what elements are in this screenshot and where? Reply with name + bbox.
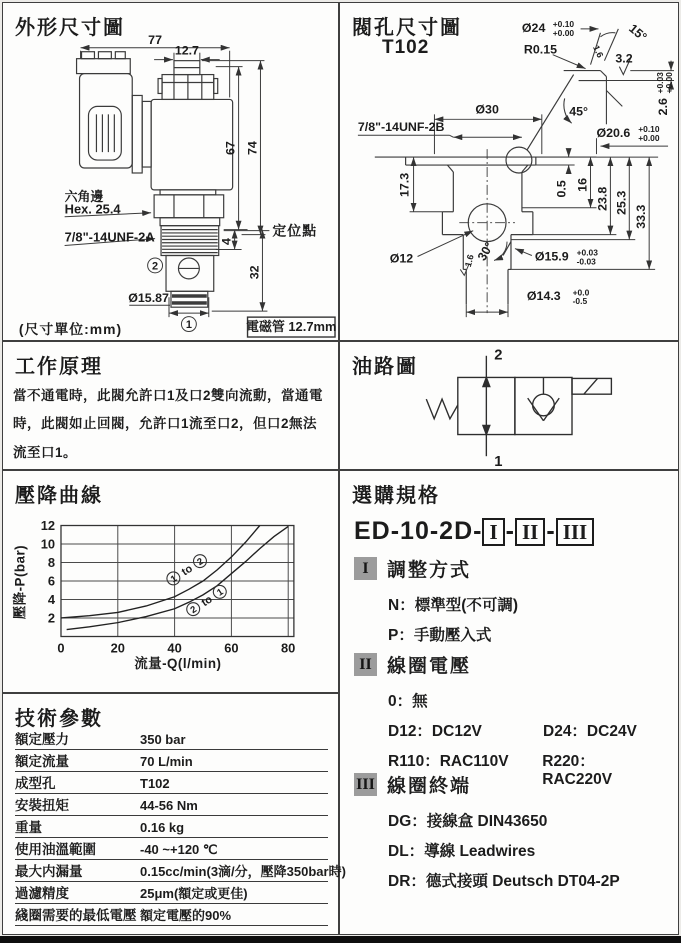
- dim-d24-tol-dn: +0.00: [552, 27, 575, 38]
- spring-symbol: [426, 399, 458, 419]
- section-marker-2: II: [354, 653, 377, 676]
- table-row: [15, 860, 346, 882]
- dim-r015: R0.15: [523, 42, 558, 57]
- svg-text:40: 40: [167, 640, 182, 656]
- dim-25-3: 25.3: [614, 190, 629, 215]
- solenoid-note: 電磁管 12.7mm: [246, 319, 337, 335]
- svg-text:2: 2: [187, 603, 199, 616]
- solenoid-symbol: [572, 378, 611, 394]
- dim-16: 16: [575, 178, 590, 192]
- model-segment-2: II: [515, 518, 545, 546]
- option-item: DG：接線盒 DIN43650: [388, 813, 548, 830]
- dim-2-6-group: [655, 72, 674, 116]
- port-1-label: 1: [185, 319, 192, 332]
- svg-text:1: 1: [168, 572, 179, 585]
- spec-value: 0.16 kg: [140, 819, 185, 835]
- spec-label: 重量: [15, 819, 42, 835]
- dim-4: 4: [219, 238, 234, 246]
- centerlines: [459, 149, 515, 313]
- dim-33-3: 33.3: [634, 204, 649, 229]
- table-row: [15, 838, 328, 860]
- finish-3-2: 3.2: [615, 51, 633, 66]
- panel-outline-dimensions: [2, 2, 339, 341]
- spec-label: 過濾精度: [15, 885, 69, 901]
- option-item: R220：RAC220V: [542, 753, 613, 788]
- dim-32: 32: [247, 265, 262, 280]
- dim-d159: Ø15.9: [534, 249, 569, 264]
- panel-technical-parameters: [2, 693, 346, 935]
- section-marker-1: I: [354, 557, 377, 580]
- ordering-section-adjustment: [354, 555, 664, 653]
- option-item: P：手動壓入式: [388, 627, 492, 644]
- panel-pressure-drop-curve: [2, 470, 339, 693]
- svg-text:to: to: [199, 593, 215, 610]
- section-heading: 線圈電壓: [387, 656, 472, 677]
- finish-1-6-low: 1.6: [462, 253, 476, 268]
- spec-value: 70 L/min: [140, 753, 193, 769]
- option-item: DR：德式接頭 Deutsch DT04-2P: [388, 873, 620, 890]
- dim-d24-tol-up: +0.10: [552, 18, 575, 29]
- section-marker-3: III: [354, 773, 377, 796]
- svg-text:60: 60: [224, 640, 239, 656]
- outline-drawing: [3, 3, 338, 340]
- table-row: [15, 882, 328, 904]
- cavity-code: T102: [382, 37, 430, 58]
- plot-area: [41, 518, 296, 655]
- spec-value: 25μm(額定或更佳): [140, 885, 248, 901]
- svg-text:6: 6: [47, 573, 56, 589]
- circuit-port-1: 1: [494, 454, 503, 469]
- spec-table: [15, 728, 346, 926]
- unit-note: (尺寸單位:mm): [18, 321, 123, 338]
- dim-2-6: 2.6: [656, 98, 671, 116]
- thread-label: 7/8"-14UNF-2A: [64, 229, 155, 245]
- spec-label: 額定流量: [15, 753, 69, 769]
- locating-point-label: 定位點: [272, 222, 318, 239]
- dim-angle-30: 30°: [474, 239, 497, 264]
- dim-d143: Ø14.3: [526, 289, 561, 304]
- finish-1-6-top: 1.6: [591, 43, 606, 60]
- dim-74: 74: [245, 141, 260, 156]
- x-axis-label: 流量-Q(l/min): [134, 656, 222, 672]
- model-code: [354, 517, 594, 546]
- svg-text:4: 4: [47, 591, 56, 607]
- dim-23-8: 23.8: [595, 186, 610, 211]
- svg-text:0: 0: [57, 640, 65, 656]
- pressure-drop-chart: [3, 471, 338, 692]
- section-heading: 調整方式: [387, 560, 472, 581]
- dim-2-6-tol-up: +0.03: [655, 72, 666, 94]
- dim-67: 67: [223, 141, 238, 156]
- option-item: 0：無: [388, 693, 428, 710]
- dim-d24: Ø24: [521, 20, 546, 35]
- spec-value: T102: [140, 775, 170, 791]
- svg-text:to: to: [179, 562, 195, 579]
- panel-working-principle: [2, 341, 339, 470]
- dim-d30: Ø30: [475, 102, 499, 117]
- dim-angle-15: 15°: [626, 21, 650, 45]
- svg-text:2: 2: [47, 610, 56, 626]
- dim-d143-tol-up: +0.0: [572, 287, 590, 298]
- table-row: [15, 728, 328, 750]
- model-segment-3: III: [556, 518, 595, 546]
- dim-0-5: 0.5: [554, 180, 569, 198]
- y-axis-label: 壓降-P(bar): [12, 544, 28, 620]
- panel-title: 工作原理: [15, 356, 103, 378]
- table-row: [15, 772, 328, 794]
- model-segment-1: I: [482, 518, 504, 546]
- panel-title: 油路圖: [352, 356, 418, 378]
- dim-d143-tol-dn: -0.5: [572, 296, 588, 307]
- circuit-symbol: [340, 342, 678, 469]
- spec-value: 0.15cc/min(3滴/分，壓降350bar時): [140, 863, 346, 879]
- voltage-row: [388, 689, 664, 711]
- table-row: [15, 816, 328, 838]
- spec-value: 350 bar: [140, 731, 186, 747]
- dim-diameter-15-87: Ø15.87: [128, 291, 169, 306]
- svg-text:12: 12: [40, 517, 56, 533]
- cavity-drawing: [340, 3, 678, 340]
- table-row: [15, 794, 328, 816]
- option-item: D12：DC12V: [388, 723, 482, 740]
- hex-label-cn: 六角邊: [64, 188, 104, 204]
- option-item: DL：導線 Leadwires: [388, 843, 536, 860]
- svg-text:1: 1: [214, 585, 225, 598]
- spec-value: -40 ~+120 ℃: [140, 841, 218, 857]
- port-2-label: 2: [152, 260, 159, 273]
- spec-label: 綫圈需要的最低電壓: [15, 907, 137, 923]
- circuit-port-2: 2: [494, 347, 503, 364]
- spec-value: 額定電壓的90%: [140, 907, 232, 923]
- dim-angle-45: 45°: [569, 104, 588, 119]
- dim-d206: Ø20.6: [596, 126, 631, 141]
- voltage-row: [388, 719, 664, 741]
- svg-text:80: 80: [281, 640, 296, 656]
- ordering-section-coil-termination: [354, 771, 664, 899]
- table-row: [15, 750, 328, 772]
- principle-text: 當不通電時，此閥允許口1及口2雙向流動，當通電時，此閥如止回閥，允許口1流至口2，但口2無法流至口1。: [13, 388, 324, 460]
- svg-text:8: 8: [47, 554, 56, 570]
- spec-label: 安裝扭矩: [15, 797, 69, 813]
- spec-label: 使用油溫範圍: [15, 841, 96, 857]
- model-prefix: ED-10-2D-: [354, 517, 483, 545]
- svg-text:20: 20: [110, 640, 125, 656]
- model-dash: -: [505, 517, 514, 545]
- dim-17-3: 17.3: [397, 172, 412, 197]
- panel-circuit-diagram: [339, 341, 679, 470]
- panel-title: 壓降曲線: [15, 485, 103, 507]
- option-item: R110：RAC110V: [388, 753, 509, 770]
- svg-text:10: 10: [40, 536, 56, 552]
- spec-label: 最大内漏量: [15, 863, 83, 879]
- dim-d12: Ø12: [389, 251, 414, 266]
- curve-label-1to2: [164, 552, 209, 588]
- panel-cavity-dimensions: [339, 2, 679, 341]
- panel-title: 閥孔尺寸圖: [352, 17, 462, 39]
- dim-12-7: 12.7: [174, 43, 199, 58]
- option-item: D24：DC24V: [543, 723, 637, 740]
- dim-d206-tol-up: +0.10: [638, 124, 660, 135]
- option-item: N：標準型(不可調): [388, 597, 519, 614]
- page-footer-bar: [0, 936, 681, 943]
- tip-seal-rings: [172, 294, 207, 304]
- section-heading: 線圈終端: [387, 776, 472, 797]
- check-valve-ball: [533, 394, 555, 416]
- panel-title: 選購規格: [352, 485, 440, 507]
- spec-value: 44-56 Nm: [140, 797, 198, 813]
- spec-label: 額定壓力: [15, 731, 69, 747]
- dim-d159-tol-up: +0.03: [576, 247, 598, 258]
- svg-text:2: 2: [194, 555, 206, 568]
- hex-label-en: Hex. 25.4: [64, 201, 121, 217]
- panel-title: 技術參數: [15, 708, 103, 730]
- panel-title: 外形尺寸圖: [15, 17, 125, 39]
- dim-77: 77: [148, 32, 162, 47]
- cavity-thread-label: 7/8"-14UNF-2B: [357, 120, 445, 135]
- table-row: [15, 904, 328, 926]
- dim-d159-tol-dn: -0.03: [576, 256, 596, 267]
- model-dash: -: [546, 517, 555, 545]
- spec-label: 成型孔: [15, 775, 56, 791]
- dim-2-6-tol-dn: +0.00: [664, 72, 675, 94]
- panel-ordering-specs: [339, 470, 679, 935]
- dim-d206-tol-dn: +0.00: [638, 133, 660, 144]
